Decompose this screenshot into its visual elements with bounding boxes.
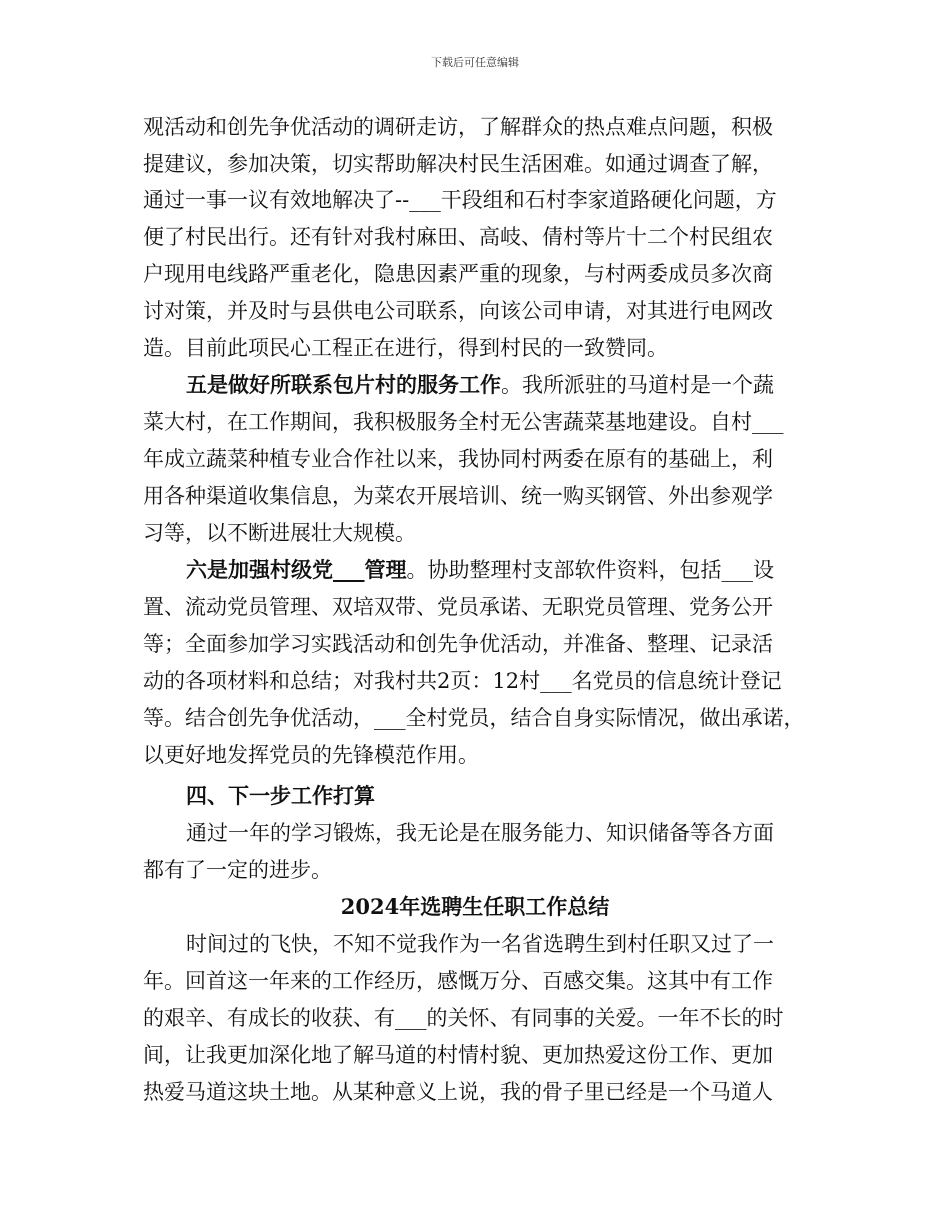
- section-six-first-line: [186, 556, 950, 584]
- paragraph-line: 观活动和创先争优活动的调研走访，了解群众的热点难点问题，积极: [143, 115, 773, 139]
- paragraph-line: 以更好地发挥党员的先锋模范作用。: [143, 743, 479, 767]
- paragraph-line: 提建议，参加决策，切实帮助解决村民生活困难。如通过调查了解，: [143, 152, 773, 176]
- paragraph-line: 等。结合创先争优活动，___全村党员，结合自身实际情况，做出承诺，: [143, 706, 805, 730]
- paragraph-line: 用各种渠道收集信息，为菜农开展培训、统一购买钢管、外出参观学: [143, 484, 773, 508]
- paragraph-line: 热爱马道这块土地。从某种意义上说，我的骨子里已经是一个马道人: [143, 1080, 773, 1104]
- paragraph-line: 菜大村，在工作期间，我积极服务全村无公害蔬菜基地建设。自村___: [143, 410, 784, 434]
- paragraph-line: 年。回首这一年来的工作经历，感慨万分、百感交集。这其中有工作: [143, 969, 773, 993]
- section-five-text: 。我所派驻的马道村是一个蔬: [501, 373, 774, 397]
- paragraph-line: 都有了一定的进步。: [143, 858, 332, 882]
- paragraph-line: 动的各项材料和总结；对我村共2页：12村___名党员的信息统计登记: [143, 669, 782, 693]
- section-four-heading: 四、下一步工作打算: [186, 783, 375, 808]
- paragraph-line: 时间过的飞快，不知不觉我作为一名省选聘生到村任职又过了一: [186, 932, 774, 956]
- paragraph-line: 造。目前此项民心工程正在进行，得到村民的一致赞同。: [143, 336, 668, 360]
- paragraph-line: 间，让我更加深化地了解马道的村情村貌、更加热爱这份工作、更加: [143, 1043, 773, 1067]
- paragraph-line: 户现用电线路严重老化，隐患因素严重的现象，与村两委成员多次商: [143, 262, 773, 286]
- paragraph-line: 讨对策，并及时与县供电公司联系，向该公司申请，对其进行电网改: [143, 299, 773, 323]
- paragraph-line: 置、流动党员管理、双培双带、党员承诺、无职党员管理、党务公开: [143, 595, 773, 619]
- section-six-text: 。协助整理村支部软件资料，包括___设: [406, 558, 774, 582]
- paragraph-line: 年成立蔬菜种植专业合作社以来，我协同村两委在原有的基础上，利: [143, 447, 773, 471]
- paragraph-line: 通过一年的学习锻炼，我无论是在服务能力、知识储备等各方面: [186, 821, 774, 845]
- paragraph-line: 习等，以不断进展壮大规模。: [143, 521, 416, 545]
- paragraph-line: 的艰辛、有成长的收获、有___的关怀、有同事的关爱。一年不长的时: [143, 1006, 784, 1030]
- page-header: 下载后可任意编辑: [431, 56, 519, 69]
- section-five-heading: 五是做好所联系包片村的服务工作: [186, 372, 501, 397]
- paragraph-line: 通过一事一议有效地解决了--___干段组和石村李家道路硬化问题，方: [143, 188, 777, 212]
- document-title: 2024年选聘生任职工作总结: [340, 894, 610, 919]
- section-six-heading: 六是加强村级党___管理: [186, 557, 407, 582]
- paragraph-line: 便了村民出行。还有针对我村麻田、高岐、倩村等片十二个村民组农: [143, 225, 773, 249]
- paragraph-line: 等；全面参加学习实践活动和创先争优活动，并准备、整理、记录活: [143, 632, 773, 656]
- section-five-first-line: [186, 371, 950, 399]
